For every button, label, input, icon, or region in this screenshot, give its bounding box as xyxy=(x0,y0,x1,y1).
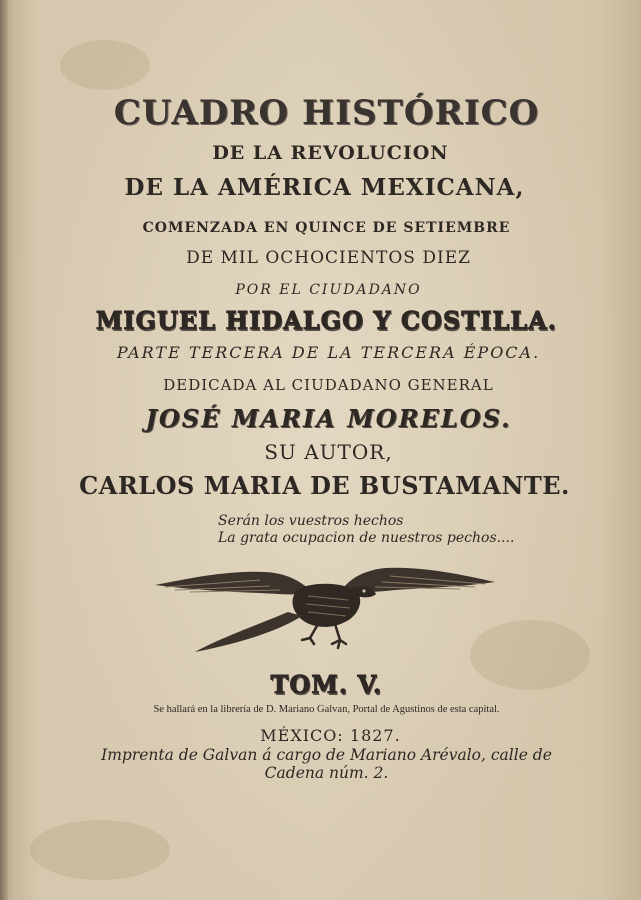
subtitle-line-1: DE LA REVOLUCION xyxy=(212,142,449,164)
volume-number: TOM. V. xyxy=(270,670,383,699)
dedication-line: DEDICADA AL CIUDADANO GENERAL xyxy=(163,376,494,394)
printer-line: Imprenta de Galvan á cargo de Mariano Arévalo, calle de xyxy=(101,746,552,764)
subtitle-line-2: DE LA AMÉRICA MEXICANA, xyxy=(124,174,525,201)
bookseller-note: Se hallará en la librería de D. Mariano Galvan, Portal de Agustinos de esta capital. xyxy=(153,704,500,715)
eagle-engraving-icon xyxy=(150,560,500,660)
motto-line-1: Serán los vuestros hechos xyxy=(218,513,404,529)
hero-name: MIGUEL HIDALGO Y COSTILLA. xyxy=(95,306,558,335)
subtitle-line-4: DE MIL OCHOCIENTOS DIEZ xyxy=(186,248,471,268)
printer-address: Cadena núm. 2. xyxy=(264,764,389,782)
author-name: CARLOS MARIA DE BUSTAMANTE. xyxy=(79,471,570,500)
motto-line-2: La grata ocupacion de nuestros pechos.... xyxy=(218,530,515,546)
part-heading: PARTE TERCERA DE LA TERCERA ÉPOCA. xyxy=(116,343,541,362)
paper-stain xyxy=(30,820,170,880)
place-year: MÉXICO: 1827. xyxy=(260,726,401,745)
author-label: SU AUTOR, xyxy=(264,440,393,464)
dedicatee-name: JOSÉ MARIA MORELOS. xyxy=(145,404,512,433)
subtitle-line-3: COMENZADA EN QUINCE DE SETIEMBRE xyxy=(142,220,511,236)
paper-stain xyxy=(60,40,150,90)
book-title: CUADRO HISTÓRICO xyxy=(113,93,540,133)
subtitle-line-5: POR EL CIUDADANO xyxy=(235,282,422,298)
